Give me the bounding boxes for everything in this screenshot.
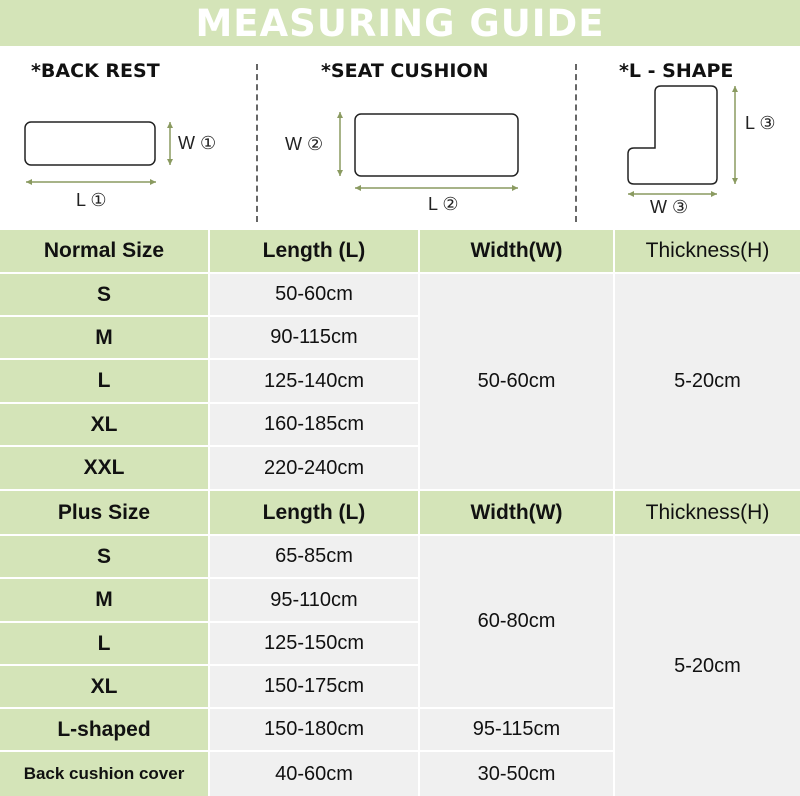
back-rest-heading: *BACK REST	[31, 60, 160, 82]
plus-thickness-header: Thickness(H)	[615, 491, 800, 534]
plus-size-cell: Back cushion cover	[0, 752, 208, 796]
normal-length-cell: 220-240cm	[210, 447, 418, 489]
l-shape-heading: *L - SHAPE	[619, 60, 734, 82]
l-shape-width-label: W ③	[650, 197, 689, 217]
seat-cushion-shape	[355, 114, 518, 176]
plus-size-cell: S	[0, 536, 208, 577]
seat-cushion-heading: *SEAT CUSHION	[321, 60, 489, 82]
plus-thickness-cell: 5-20cm	[615, 536, 800, 796]
normal-length-header: Length (L)	[210, 230, 418, 272]
normal-thickness-header: Thickness(H)	[615, 230, 800, 272]
plus-width-header: Width(W)	[420, 491, 613, 534]
normal-length-cell: 160-185cm	[210, 404, 418, 445]
back-rest-length-label: L ①	[76, 190, 107, 210]
plus-length-cell: 125-150cm	[210, 623, 418, 664]
plus-size-cell: M	[0, 579, 208, 621]
page-title: MEASURING GUIDE	[195, 1, 605, 45]
plus-length-cell: 95-110cm	[210, 579, 418, 621]
normal-length-cell: 90-115cm	[210, 317, 418, 358]
normal-size-cell: M	[0, 317, 208, 358]
l-shape-length-label: L ③	[745, 113, 776, 133]
normal-size-cell: L	[0, 360, 208, 402]
normal-width-cell: 50-60cm	[420, 274, 613, 489]
seat-cushion-length-label: L ②	[428, 194, 459, 214]
plus-length-cell: 65-85cm	[210, 536, 418, 577]
l-shape-shape	[628, 86, 717, 184]
plus-size-cell: L	[0, 623, 208, 664]
plus-length-cell: 150-180cm	[210, 709, 418, 750]
plus-width-cell: 60-80cm	[420, 536, 613, 707]
back-rest-shape	[25, 122, 155, 165]
normal-width-header: Width(W)	[420, 230, 613, 272]
normal-size-cell: XXL	[0, 447, 208, 489]
normal-size-cell: S	[0, 274, 208, 315]
seat-cushion-width-label: W ②	[285, 134, 324, 154]
normal-length-cell: 125-140cm	[210, 360, 418, 402]
plus-size-cell: L-shaped	[0, 709, 208, 750]
normal-length-cell: 50-60cm	[210, 274, 418, 315]
normal-thickness-cell: 5-20cm	[615, 274, 800, 489]
normal-size-header: Normal Size	[0, 230, 208, 272]
plus-size-header: Plus Size	[0, 491, 208, 534]
plus-width-cell: 95-115cm	[420, 709, 613, 750]
plus-length-cell: 150-175cm	[210, 666, 418, 707]
size-table	[0, 230, 800, 796]
measuring-diagram	[0, 46, 800, 230]
normal-size-cell: XL	[0, 404, 208, 445]
back-rest-width-label: W ①	[178, 133, 217, 153]
plus-width-cell: 30-50cm	[420, 752, 613, 796]
plus-length-cell: 40-60cm	[210, 752, 418, 796]
plus-size-cell: XL	[0, 666, 208, 707]
title-banner	[0, 0, 800, 46]
plus-length-header: Length (L)	[210, 491, 418, 534]
